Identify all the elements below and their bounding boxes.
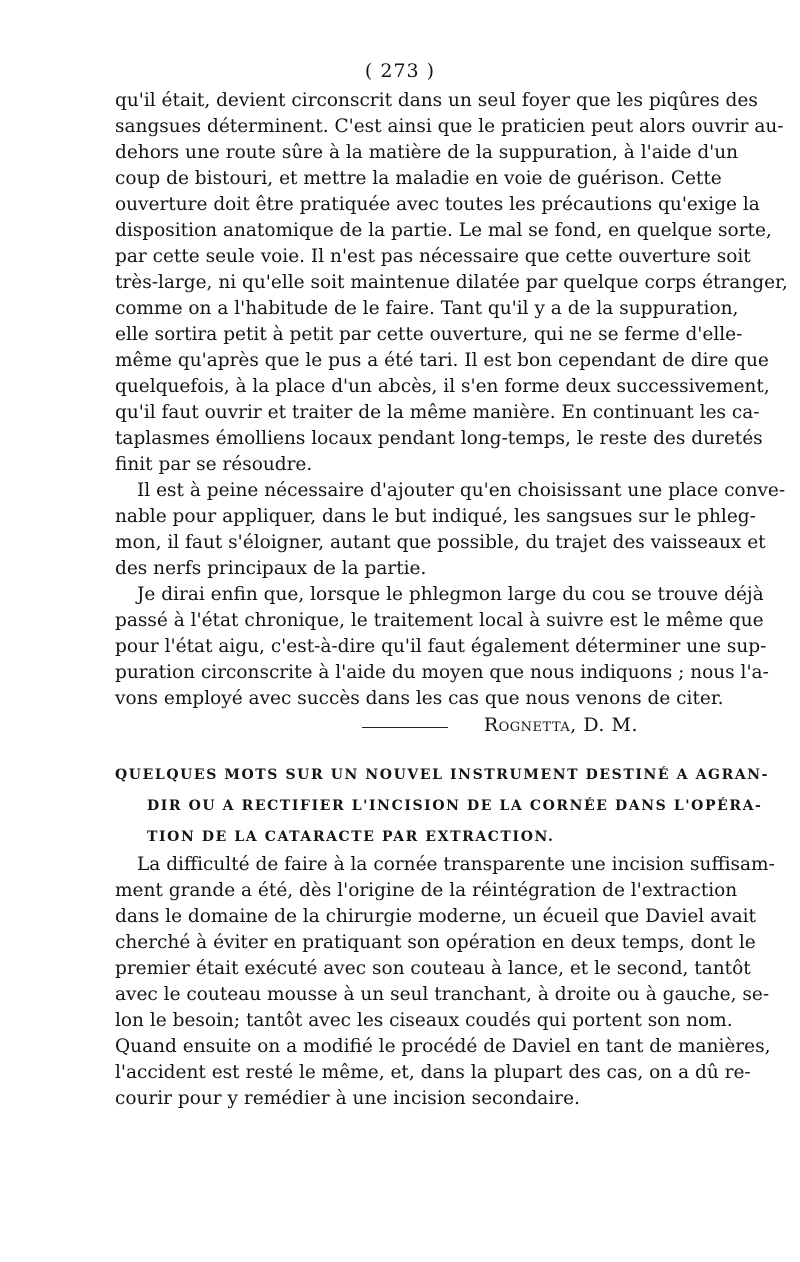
- text-line: comme on a l'habitude de le faire. Tant qu'il y a de la suppuration,: [115, 298, 739, 319]
- text-line: Je dirai enfin que, lorsque le phlegmon large du cou se trouve déjà: [137, 584, 764, 605]
- text-line: puration circonscrite à l'aide du moyen que nous indiquons ; nous l'a-: [115, 662, 769, 683]
- text-line: ment grande a été, dès l'origine de la réintégration de l'extraction: [115, 880, 738, 901]
- author-signature: Rognetta, D. M.: [483, 714, 638, 736]
- text-line: elle sortira petit à petit par cette ouverture, qui ne se ferme d'elle-: [115, 324, 743, 345]
- text-line: nable pour appliquer, dans le but indiqué, les sangsues sur le phleg-: [115, 506, 756, 527]
- text-line: Quand ensuite on a modifié le procédé de Daviel en tant de manières,: [115, 1036, 771, 1057]
- text-line: l'accident est resté le même, et, dans la plupart des cas, on a dû re-: [115, 1062, 751, 1083]
- text-line: finit par se résoudre.: [115, 454, 313, 475]
- paragraph-1: [115, 88, 788, 478]
- upper-text-block: [115, 88, 788, 742]
- text-line: dans le domaine de la chirurgie moderne, un écueil que Daviel avait: [115, 906, 756, 927]
- text-line: ouverture doit être pratiquée avec toutes les précautions qu'exige la: [115, 194, 760, 215]
- section-divider: [362, 727, 448, 728]
- article-heading: [115, 760, 770, 853]
- text-line: taplasmes émolliens locaux pendant long-temps, le reste des duretés: [115, 428, 763, 449]
- text-line: disposition anatomique de la partie. Le mal se fond, en quelque sorte,: [115, 220, 772, 241]
- text-line: La difficulté de faire à la cornée transparente une incision suffisam-: [137, 854, 775, 875]
- text-line: coup de bistouri, et mettre la maladie en voie de guérison. Cette: [115, 168, 722, 189]
- paragraph-2: [115, 478, 786, 582]
- heading-line: TION DE LA CATARACTE PAR EXTRACTION.: [147, 829, 555, 845]
- text-line: premier était exécuté avec son couteau à lance, et le second, tantôt: [115, 958, 751, 979]
- paragraph-3: [115, 582, 769, 712]
- text-line: cherché à éviter en pratiquant son opération en deux temps, dont le: [115, 932, 756, 953]
- text-line: par cette seule voie. Il n'est pas nécessaire que cette ouverture soit: [115, 246, 751, 267]
- text-line: lon le besoin; tantôt avec les ciseaux coudés qui portent son nom.: [115, 1010, 733, 1031]
- page-number: ( 273 ): [364, 60, 436, 82]
- text-line: même qu'après que le pus a été tari. Il est bon cependant de dire que: [115, 350, 769, 371]
- text-line: courir pour y remédier à une incision secondaire.: [115, 1088, 580, 1109]
- text-line: qu'il était, devient circonscrit dans un seul foyer que les piqûres des: [115, 90, 758, 111]
- text-line: qu'il faut ouvrir et traiter de la même manière. En continuant les ca-: [115, 402, 760, 423]
- heading-line: QUELQUES MOTS SUR UN NOUVEL INSTRUMENT DESTINÉ A AGRAN-: [115, 767, 770, 783]
- text-line: passé à l'état chronique, le traitement local à suivre est le même que: [115, 610, 764, 631]
- text-line: Il est à peine nécessaire d'ajouter qu'en choisissant une place conve-: [137, 480, 786, 501]
- text-line: quelquefois, à la place d'un abcès, il s'en forme deux successivement,: [115, 376, 770, 397]
- text-line: sangsues déterminent. C'est ainsi que le praticien peut alors ouvrir au-: [115, 116, 784, 137]
- text-line: mon, il faut s'éloigner, autant que possible, du trajet des vaisseaux et: [115, 532, 766, 553]
- text-line: pour l'état aigu, c'est-à-dire qu'il faut également déterminer une sup-: [115, 636, 767, 657]
- text-line: des nerfs principaux de la partie.: [115, 558, 427, 579]
- text-line: très-large, ni qu'elle soit maintenue dilatée par quelque corps étranger,: [115, 272, 788, 293]
- text-line: vons employé avec succès dans les cas que nous venons de citer.: [115, 688, 724, 709]
- paragraph-4: [115, 852, 775, 1112]
- text-line: dehors une route sûre à la matière de la suppuration, à l'aide d'un: [115, 142, 739, 163]
- text-line: avec le couteau mousse à un seul tranchant, à droite ou à gauche, se-: [115, 984, 770, 1005]
- heading-line: DIR OU A RECTIFIER L'INCISION DE LA CORNÉE DANS L'OPÉRA-: [147, 798, 763, 814]
